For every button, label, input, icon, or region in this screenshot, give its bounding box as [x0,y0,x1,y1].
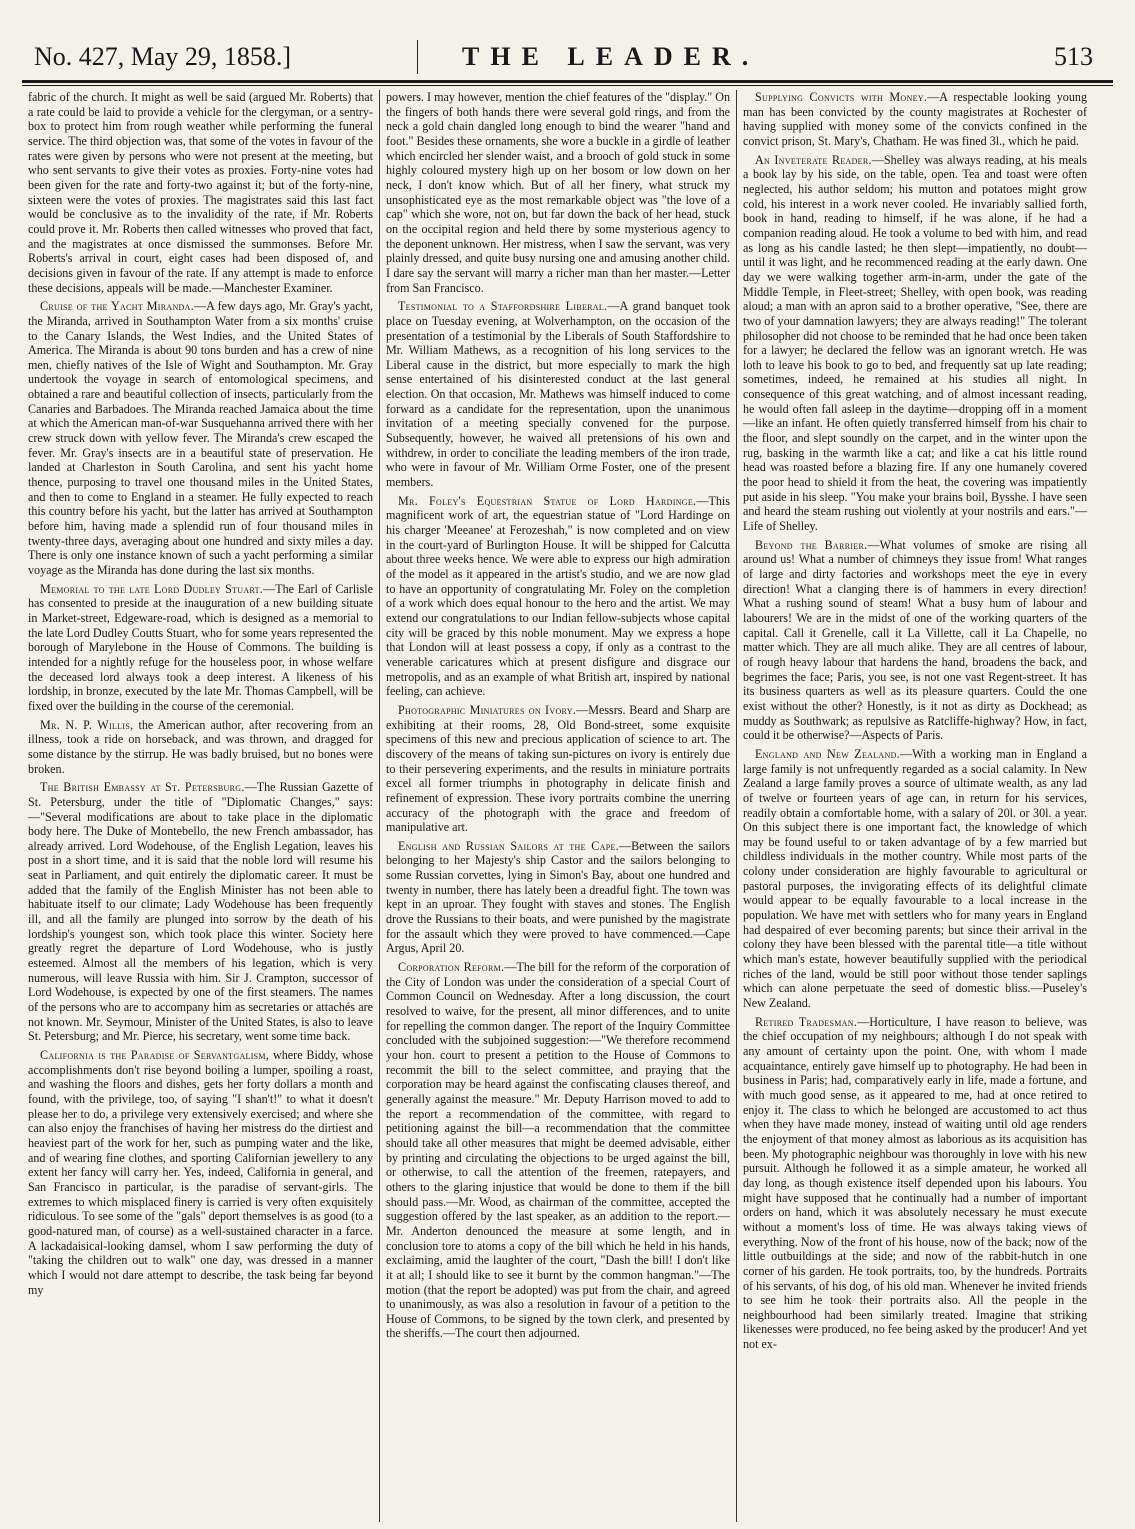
article-paragraph [28,582,373,714]
column-2 [379,90,736,1522]
article-heading: Memorial to the late Lord Dudley Stuart. [40,581,264,596]
article-paragraph [28,299,373,577]
article-text: —The bill for the reform of the corporation of the City of London was under the consideration of a special Court of Common Council on Wednesday. After a long discussion, the court resolved to waive, for the present, all minor differences, and to unite for repelling the common danger. The report of the Inquiry Committee concluded with the subjoined suggestion:—"We therefore recommend your hon. court to present a petition to the House of Commons to recommit the bill to the select committee, and praying that the corporation may be heard against the confiscating clauses thereof, and generally against the measure." Mr. Deputy Harrison moved to add to the report a recommendation of the committee, with regard to petitioning against the bill—a recommendation that the committee should take all other measures that might be deemed advisable, either by printing and circulating the objections to be urged against the bill, or otherwise, to call the attention of the freemen, ratepayers, and others to the glaring injustice that would be done to them if the bill should pass.—Mr. Wood, as chairman of the committee, accepted the suggestion offered by the last speaker, as an addition to the report.—Mr. Anderton denounced the measure at some length, and in conclusion tore to atoms a copy of the bill which he held in his hands, exclaiming, amid the laughter of the court, "Dash the bill! I don't like it at all; I should like to see it burnt by the common hangman."—The motion (that the report be adopted) was put from the chair, and agreed to unanimously, as was also a resolution in favour of a petition to the House of Commons, to be signed by the town clerk, and presented by the sheriffs.—The court then adjourned. [386,960,730,1341]
masthead-rule-thin [22,85,1113,86]
page-number: 513 [1054,42,1093,71]
article-heading: An Inveterate Reader. [755,152,872,167]
article-paragraph [743,538,1087,743]
article-columns [22,90,1113,1522]
article-text: —Shelley was always reading, at his meals a book lay by his side, on the table, open. Tea and toast were often neglected, his author seldom; his mutton and potatoes might grow cold, his interest in a work never cooled. He invariably sallied forth, book in hand, reading to himself, if he was alone, if he had a companion reading aloud. He took a volume to bed with him, and read as long as his candle lasted; he then slept—impatiently, no doubt—until it was light, and he recommenced reading at the early dawn. One day we were walking together arm-in-arm, under the gate of the Middle Temple, in Fleet-street; Shelley, with open book, was reading aloud; a man with an apron said to a brother operative, "See, there are two of your damnation lawyers; they are always reading!" The tolerant philosopher did not choose to be reminded that he had once been taken for a lawyer; he declared the fellow was an ignorant wretch. He was loth to leave his book to go to bed, and frequently sat up late reading; sometimes, indeed, he remained at his studies all night. In consequence of this great watching, and of almost incessant reading, he would often fall asleep in the daytime—dropping off in a moment—like an infant. He often quietly transferred himself from his chair to the floor, and slept soundly on the carpet, and in the winter upon the rug, basking in the warmth like a cat; and like a cat his little round head was roasted before a blazing fire. If any one humanely covered the poor head to shield it from the heat, the covering was impatiently put aside in his sleep. "You make your brains boil, Bysshe. I have seen and heard the steam rushing out violently at your nostrils and ears."—Life of Shelley. [743,152,1087,534]
article-text: —Horticulture, I have reason to believe, was the chief occupation of my neighbours; although I do not speak with any amount of certainty upon the point. One, with whom I made acquaintance, entirely gave himself up to photography. He had been in business in Paris; had, comparatively early in life, made a fortune, and with much good sense, as it appeared to me, had at once retired to enjoy it. The class to which he belonged are accustomed to act thus when they have made money, instead of waiting until old age renders the enjoyment of that money almost as laborious as its acquisition has been. My photographic neighbour was thoroughly in love with his new pursuit. Although he followed it as a simple amateur, he worked all day long, as though existence itself depended upon his labours. You might have supposed that he continually had a number of important orders on hand, which it was absolutely necessary he must execute without a moment's loss of time. He was always taking views of everything. Now of the front of his house, now of the back; now of the little outbuildings at the side; and now of the rabbit-hutch in one corner of his garden. He took portraits, too, by the hundreds. Portraits of his servants, of his dog, of his old man. Whenever he invited friends to see him he took their portraits also. All the people in the neighbourhood had been similarly treated. Imagine that striking likenesses were produced, no fee being asked by the producer! And yet not ex- [743,1014,1087,1352]
article-paragraph [743,153,1087,534]
article-paragraph [386,960,730,1341]
article-paragraph [386,299,730,490]
column-1 [22,90,379,1522]
article-paragraph [386,494,730,699]
article-heading: Mr. Foley's Equestrian Statue of Lord Hardinge. [398,493,697,508]
masthead [22,38,1113,78]
article-heading: England and New Zealand. [755,746,900,761]
article-heading: Corporation Reform. [398,960,505,975]
article-paragraph [743,1015,1087,1352]
masthead-rule-thick [22,80,1113,83]
article-heading: Beyond the Barrier. [755,537,868,552]
article-paragraph [386,703,730,835]
article-paragraph [28,718,373,777]
article-text: powers. I may however, mention the chief features of the "display." On the fingers of both hands there were several gold rings, and from the neck a gold chain dangled long enough to bind the wearer "hand and foot." Besides these ornaments, she wore a buckle in a girdle of leather which encircled her slender waist, and a brooch of gold stuck in some highly coloured mystery high up on her bosom or low down on her neck, I don't know which. But of all her finery, what struck my unsophisticated eye as the most remarkable object was "the love of a cap" which she wore, not on, but far down the back of her head, stuck on the occipital region and held there by some mysterious agency to the deponent unknown. Her mistress, when I saw the servant, was very plainly dressed, and quite busy nursing one and amusing another child. I dare say the servant will marry a richer man than her master.—Letter from San Francisco. [386,90,730,295]
article-heading: The British Embassy at St. Petersburg. [40,780,245,795]
article-heading: Supplying Convicts with Money. [755,90,928,104]
article-text: —The Earl of Carlisle has consented to preside at the inauguration of a new building situate in Market-street, Edgeware-road, which is designed as a memorial to the late Lord Dudley Coutts Stuart, who for some years represented the borough of Marylebone in the House of Commons. The building is intended for a nightly refuge for the houseless poor, in whose welfare the deceased lord always took a deep interest. A likeness of his lordship, in bronze, executed by the late Mr. Thomas Campbell, will be fixed over the building in the course of the ceremonial. [28,581,373,713]
masthead-divider [417,40,418,74]
article-text: —With a working man in England a large family is not unfrequently regarded as a social calamity. In New Zealand a large family proves a source of ultimate wealth, as any lad of twelve or fourteen years of age can, in return for his services, readily obtain a comfortable home, with a salary of 20l. or 30l. a year. On this subject there is one important fact, the knowledge of which may be found useful to or taken advantage of by a few married but childless individuals in the mother country. While most parts of the colony under consideration are highly favourable to agricultural or pastoral purposes, the invigorating effects of its delightful climate would appear to be equally favourable to a local increase in the population. We have met with settlers who for many years in England had despaired of ever becoming parents; but since their arrival in the colony they have been blessed with the parental title—a title without which man's estate, however beautifully supplied with the periodical riches of the land, would be still poor without those tender saplings which can alone perpetuate the seed of domestic bliss.—Puseley's New Zealand. [743,746,1087,1011]
article-heading: Retired Tradesman. [755,1014,858,1029]
article-paragraph [743,90,1087,149]
article-text: —What volumes of smoke are rising all around us! What a number of chimneys they issue from! What ranges of large and dirty factories and workshops meet the eye in every direction! What a clanging there is of hammers in every direction! What a rushing sound of steam! What a busy hum of labour and labourers! We are in the midst of one of the working quarters of the capital. Call it Grenelle, call it La Villette, call it La Chapelle, no matter which. They are all much alike. They are all centres of labour, of rough heavy labour that hardens the hand, broadens the back, and begrimes the face; Paris, you see, is not one vast Regent-street. It has its business quarters as well as its pleasure quarters. Could the one exist without the other? Honestly, is it not as dirty as Dockhead; as muddy as Southwark; as repulsive as Ratcliffe-highway? How, in fact, could it be otherwise?—Aspects of Paris. [743,537,1087,743]
article-text: —A respectable looking young man has been convicted by the county magistrates at Rochester of having supplied with money some of the convicts confined in the convict prison, St. Mary's, Chatham. He was fined 3l., which he paid. [743,90,1087,148]
article-heading: California is the Paradise of Servantgalism, [40,1048,270,1062]
article-heading: Cruise of the Yacht Miranda. [40,299,195,314]
article-text: —This magnificent work of art, the equestrian statue of "Lord Hardinge on his charger 'Meeanee' at Ferozeshah," is now completed and on view in the court-yard of Burlington House. It will be shipped for Calcutta about three weeks hence. We were able to express our high admiration of the model as it appeared in the artist's studio, and we are now glad to have an opportunity of congratulating Mr. Foley on the completion of a work which does equal honour to the hero and the artist. We may extend our congratulations to our Indian fellow-subjects whose capital city will be graced by this noble monument. May we express a hope that London will at least possess a copy, if only as a contrast to the venerable caricatures which at present disfigure and disgrace our metropolis, and as an example of what British art, inspired by national feeling, can achieve. [386,493,730,699]
column-3 [736,90,1093,1522]
article-paragraph [28,780,373,1044]
article-text: —Between the sailors belonging to her Majesty's ship Castor and the sailors belonging to some Russian corvettes, lying in Simon's Bay, about one hundred and twenty in number, there has lately been a dreadful fight. The town was kept in an uproar. They fought with staves and stones. The English drove the Russians to their boats, and were punished by the magistrate for the assault which they were proved to have commenced.—Cape Argus, April 20. [386,838,730,956]
article-text: fabric of the church. It might as well be said (argued Mr. Roberts) that a rate could be laid to provide a vehicle for the clergyman, or a sentry-box to protect him from rough weather while performing the funeral service. The third objection was, that some of the votes in favour of the rates were given by persons who were not present at the meeting, but who sent servants to give their votes as proxies. Forty-nine votes had been given for the rate and forty-two against it; but of the forty-nine, sixteen were the votes of proxies. The magistrates said this last fact would be conclusive as to the invalidity of the rate, if Mr. Roberts could prove it. Mr. Roberts then called witnesses who proved that fact, and the magistrates at once dismissed the summonses. Before Mr. Roberts's arrival in court, eight cases had been disposed of, and decisions given in favour of the rate. If any attempt is made to enforce these decisions, appeals will be made.—Manchester Examiner. [28,90,373,295]
article-text: —A few days ago, Mr. Gray's yacht, the Miranda, arrived in Southampton Water from a six months' cruise to the Canary Islands, the West Indies, and the United States of America. The Miranda is about 90 tons burden and has a crew of nine men, chiefly natives of the Isle of Wight and Southampton. Mr. Gray undertook the voyage in search of entomological specimens, and obtained a rare and beautiful collection of insects, particularly from the Canaries and Barbadoes. The Miranda reached Jamaica about the time at which the American man-of-war Susquehanna arrived there with her crew struck down with yellow fever. The Miranda's crew escaped the fever. Mr. Gray's insects are in a beautiful state of preservation. He landed at Charleston in South Carolina, and sent his yacht home thence, purposing to travel one thousand miles in the United States, and then to come to England in a steamer. He fully expected to reach this country before his yacht, but the latter has arrived at Southampton before him, having made a splendid run of four thousand miles in twenty-three days, averaging about one hundred and sixty miles a day. There is only one instance known of such a yacht performing a similar voyage as the Miranda has done during the last six months. [28,299,373,577]
article-text: where Biddy, whose accomplishments don't rise beyond boiling a lumper, spoiling a roast, and washing the floors and dishes, gets her forty dollars a month and found, with the privilege, too, of saying "I shan't!" to what it doesn't please her to do, a privilege very extensively exercised; and where she can also enjoy the franchises of having her mistress do the dirtiest and heaviest part of the work for her, such as pumping water and the like, and of wearing fine clothes, and sporting Californian jewellery to any extent her fancy will carry her. Yes, indeed, California in general, and San Francisco in particular, is the paradise of servant-girls. The extremes to which misplaced finery is carried is very often exquisitely ridiculous. To see some of the "gals" deport themselves is as good (to a good-natured man, of course) as a well-sustained character in a farce. A lackadaisical-looking damsel, whom I saw performing the duty of "taking the children out to walk" one day, was dressed in a manner which I would not dare attempt to describe, the task being far beyond my [28,1048,373,1297]
article-paragraph [743,747,1087,1011]
article-text: the American author, after recovering from an illness, took a ride on horseback, and was thrown, and dragged for some distance by the stirrup. He was badly bruised, but no bones were broken. [28,717,373,776]
article-paragraph [386,839,730,956]
article-heading: Mr. N. P. Willis, [40,717,134,732]
newspaper-title: THE LEADER. [462,42,760,71]
issue-date: No. 427, May 29, 1858.] [34,42,292,71]
article-paragraph [28,1048,373,1297]
article-heading: Photographic Miniatures on Ivory. [398,702,577,717]
article-text: —Messrs. Beard and Sharp are exhibiting at their rooms, 28, Old Bond-street, some exquisite specimens of this new and precious application of science to art. The discovery of the means of taking sun-pictures on ivory is entirely due to their persevering experiments, and the results in miniature portraits excel all former triumphs in photography in delicate finish and refinement of expression. These ivory portraits combine the unerring accuracy of the photograph with the grace and freedom of manipulative art. [386,702,730,835]
article-heading: English and Russian Sailors at the Cape. [398,838,619,853]
article-heading: Testimonial to a Staffordshire Liberal. [398,299,608,314]
article-text: —A grand banquet took place on Tuesday evening, at Wolverhampton, on the occasion of the presentation of a testimonial by the Liberals of South Staffordshire to Mr. William Mathews, as a recognition of his long services to the Liberal cause in the district, but more especially to mark the high sense entertained of his disinterested conduct at the last general election. On that occasion, Mr. Mathews was himself induced to come forward as a candidate for the representation, upon the unanimous invitation of a meeting specially convened for the purpose. Subsequently, however, he waived all pretensions of his own and withdrew, in order to conciliate the leading members of the iron trade, who were in favour of Mr. William Orme Foster, one of the present members. [386,299,730,490]
article-paragraph [28,90,373,295]
article-text: —The Russian Gazette of St. Petersburg, under the title of "Diplomatic Changes," says:—"Several modifications are about to take place in the diplomatic body here. The Duke of Montebello, the new French ambassador, has already arrived. Lord Wodehouse, of the English Legation, leaves his post in a short time, and it is said that the noble lord will resume his seat in Parliament, and quit entirely the diplomatic career. It must be added that the family of the English Minister has not been able to habituate itself to our climate; Lady Wodehouse has been frequently ill, and all the family are plunged into sorrow by the death of his lordship's youngest son, which took place this winter. Society here greatly regret the departure of Lord Wodehouse, who is justly esteemed. Almost all the members of his legation, which is very numerous, will leave Russia with him. Sir J. Crampton, successor of Lord Wodehouse, is expected by one of the first steamers. The names of the persons who are to accompany him as secretaries or attachés are not known. Mr. Seymour, Minister of the United States, is also to leave St. Petersburg; and Mr. Pierce, his secretary, went some time back. [28,780,373,1044]
article-paragraph [386,90,730,295]
